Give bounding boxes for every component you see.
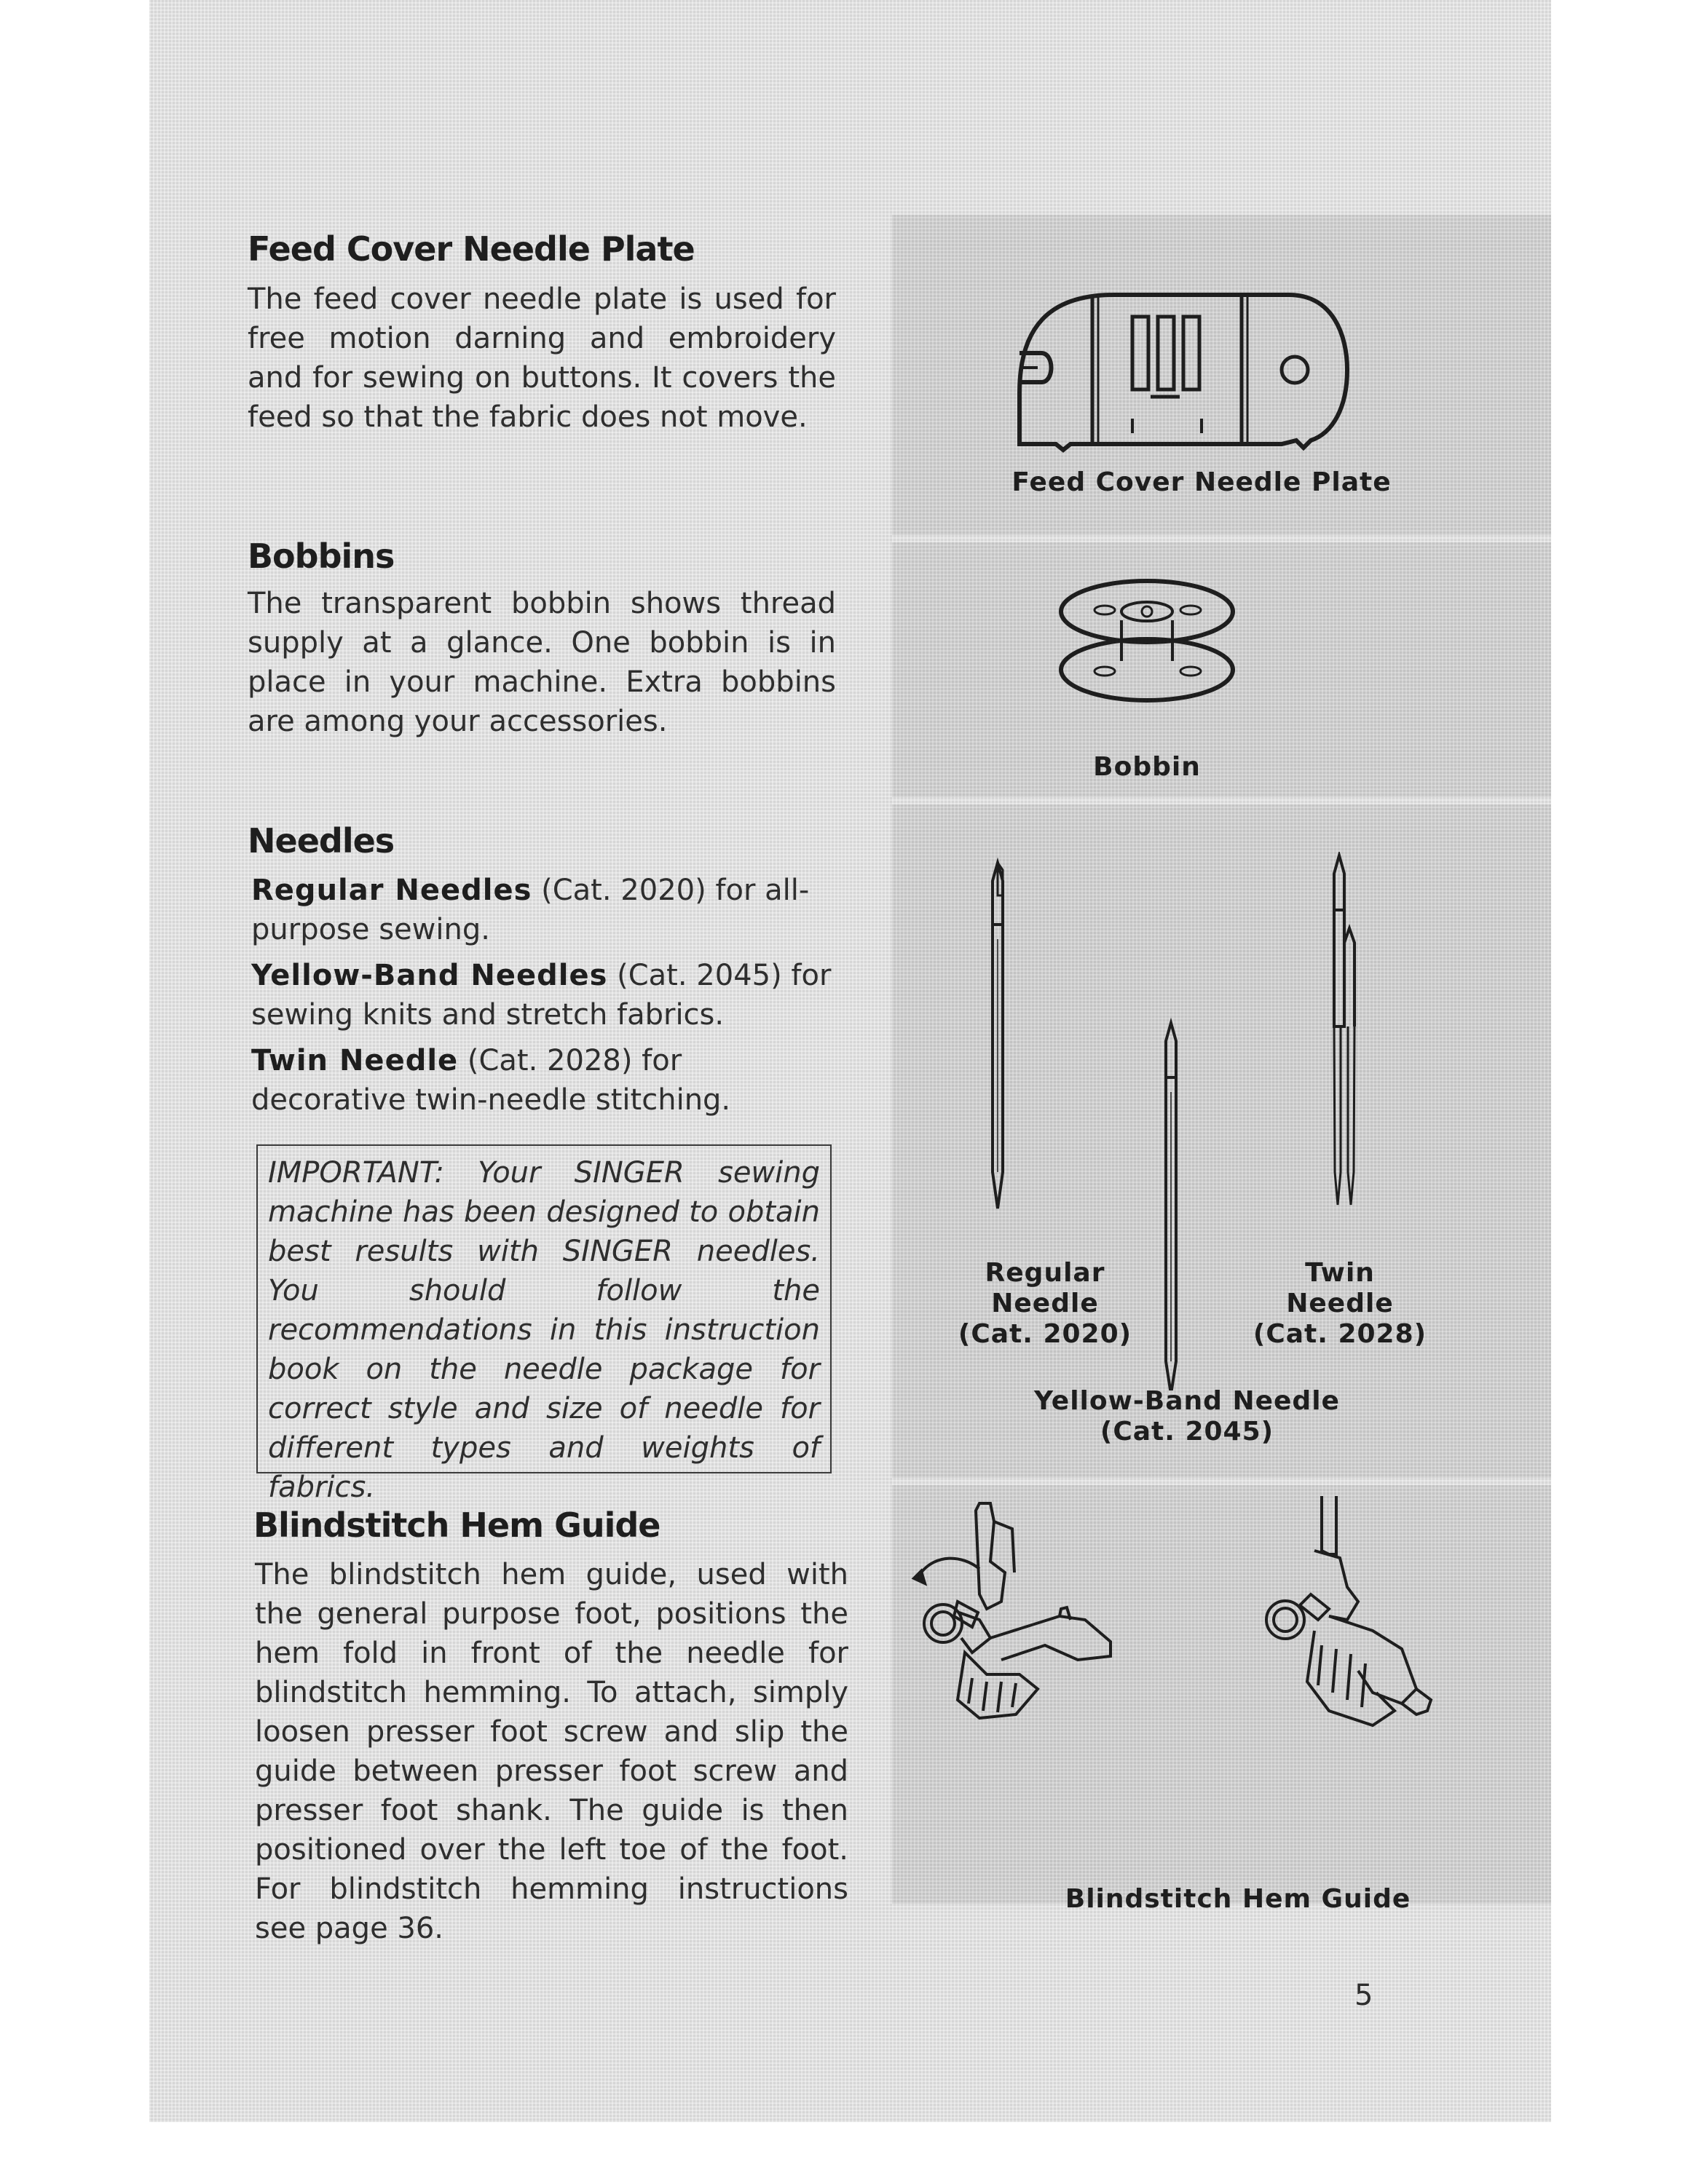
yellow-band-needles-desc: (Cat. 2045) for sewing knits and stretch fabrics. <box>251 959 832 1032</box>
feed-cover-caption: Feed Cover Needle Plate <box>1011 467 1392 497</box>
caption-regular-needle <box>947 1258 1143 1350</box>
feed-cover-text: The feed cover needle plate is used for free motion darning and embroidery and for sewing on buttons. It covers the feed so that the fabric does not move. <box>248 282 836 434</box>
bobbins-text: The transparent bobbin shows thread supply at a glance. One bobbin is in place in your machine. Extra bobbins are among your accessories. <box>248 587 836 738</box>
needles-heading: Needles <box>248 821 395 860</box>
page-number: 5 <box>1354 1979 1373 2012</box>
regular-needles-text <box>251 871 840 949</box>
presser-foot-right-icon <box>1266 1496 1431 1725</box>
caption-twin-line1: Twin <box>1305 1258 1375 1288</box>
feed-cover-plate-illustration <box>1005 284 1354 459</box>
caption-regular-line1: Regular <box>985 1258 1105 1288</box>
caption-yellow-line1: Yellow-Band Needle <box>1034 1386 1340 1416</box>
twin-needle-desc: (Cat. 2028) for decorative twin-needle stitching. <box>251 1044 731 1117</box>
hem-guide-illustration <box>892 1492 1551 1871</box>
caption-twin-line3: (Cat. 2028) <box>1253 1319 1427 1349</box>
caption-yellow-band-needle <box>998 1386 1376 1447</box>
yellow-band-needles-name: Yellow-Band Needles <box>251 959 608 992</box>
important-note-box <box>256 1144 832 1504</box>
blindstitch-heading: Blindstitch Hem Guide <box>253 1506 660 1545</box>
bobbin-caption: Bobbin <box>1093 752 1201 782</box>
bobbins-heading: Bobbins <box>248 537 395 576</box>
hem-guide-caption: Blindstitch Hem Guide <box>1065 1884 1411 1914</box>
caption-yellow-line2: (Cat. 2045) <box>1100 1417 1274 1447</box>
yellow-band-needle-icon <box>1166 1023 1176 1390</box>
bobbin-illustration <box>1052 575 1242 721</box>
caption-twin-line2: Needle <box>1286 1289 1394 1318</box>
presser-foot-left-icon <box>914 1503 1111 1718</box>
regular-needles-name: Regular Needles <box>251 874 532 907</box>
twin-needle-text <box>251 1041 840 1120</box>
blindstitch-text: The blindstitch hem guide, used with the general purpose foot, positions the hem fold in front of the needle for blindstitch hemming. To attach, simply loosen presser foot screw and slip the guide between presser foot screw and presser foot shank. The guide is then positioned over the left toe of the foot. For blindstitch hemming instructions see page 36. <box>255 1558 848 1945</box>
important-note-text: IMPORTANT: Your SINGER sewing machine has been designed to obtain best results with SINGER needles. You should follow the recommendations in this instruction book on the needle package for correct style and size of needle for different types and weights of fabrics. <box>268 1156 820 1504</box>
caption-regular-line3: (Cat. 2020) <box>958 1319 1132 1349</box>
yellow-band-needles-text <box>251 956 840 1034</box>
regular-needles-desc: (Cat. 2020) for all-purpose sewing. <box>251 874 810 946</box>
twin-needle-name: Twin Needle <box>251 1044 459 1077</box>
caption-twin-needle <box>1242 1258 1438 1350</box>
twin-needle-icon <box>1334 855 1354 1205</box>
regular-needle-icon <box>993 863 1003 1208</box>
feed-cover-heading: Feed Cover Needle Plate <box>248 229 695 269</box>
caption-regular-line2: Needle <box>991 1289 1099 1318</box>
